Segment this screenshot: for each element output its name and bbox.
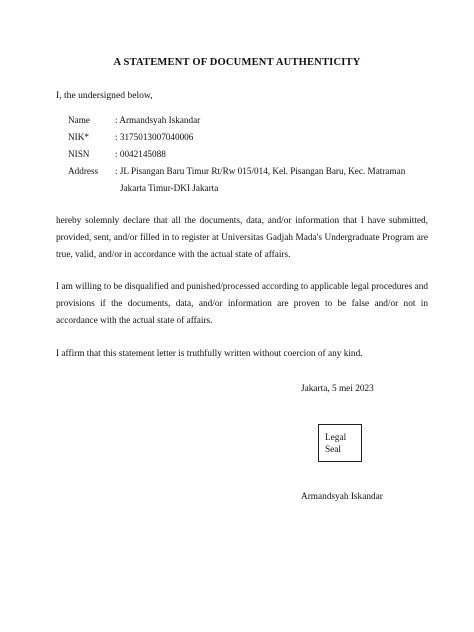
document-title: A STATEMENT OF DOCUMENT AUTHENTICITY (113, 57, 361, 68)
signer-name: Armandsyah Iskandar (301, 492, 383, 502)
intro-text: I, the undersigned below, (56, 90, 153, 101)
address-label: Address (68, 166, 99, 176)
nik-label: NIK* (68, 132, 89, 142)
address-row (68, 163, 435, 197)
name-label: Name (68, 115, 90, 125)
seal-line-1: Legal (325, 433, 347, 443)
nisn-row (68, 146, 435, 163)
nisn-label: NISN (68, 149, 90, 159)
willingness-paragraph: I am willing to be disqualified and punished/processed according to applicable legal procedures and provisions if the documents, data, and/or information are proven to be false and/or not in accordance with the actual state of affairs. (56, 282, 428, 327)
nik-row (68, 129, 435, 146)
name-row (68, 112, 435, 129)
declaration-paragraph: hereby solemnly declare that all the documents, data, and/or information that I have submitted, provided, sent, and/or filled in to register at Universitas Gadjah Mada's Undergraduate Program are true, valid, and/or in accordance with the actual state of affairs. (56, 216, 428, 261)
personal-info-block (68, 112, 435, 197)
address-line-2: Jakarta Timur-DKI Jakarta (120, 183, 219, 193)
nisn-value: : 0042145088 (115, 149, 166, 159)
legal-seal-box (318, 424, 362, 462)
address-line-1: : JL Pisangan Baru Timur Rt/Rw 015/014, Kel. Pisangan Baru, Kec. Matraman (115, 166, 406, 176)
seal-line-2: Seal (325, 445, 342, 455)
address-value (115, 163, 435, 197)
name-value: : Armandsyah Iskandar (115, 115, 201, 125)
nik-value: : 3175013007040006 (115, 132, 194, 142)
place-date: Jakarta, 5 mei 2023 (301, 384, 374, 394)
affirmation-paragraph: I affirm that this statement letter is truthfully written without coercion of any kind. (56, 349, 363, 359)
